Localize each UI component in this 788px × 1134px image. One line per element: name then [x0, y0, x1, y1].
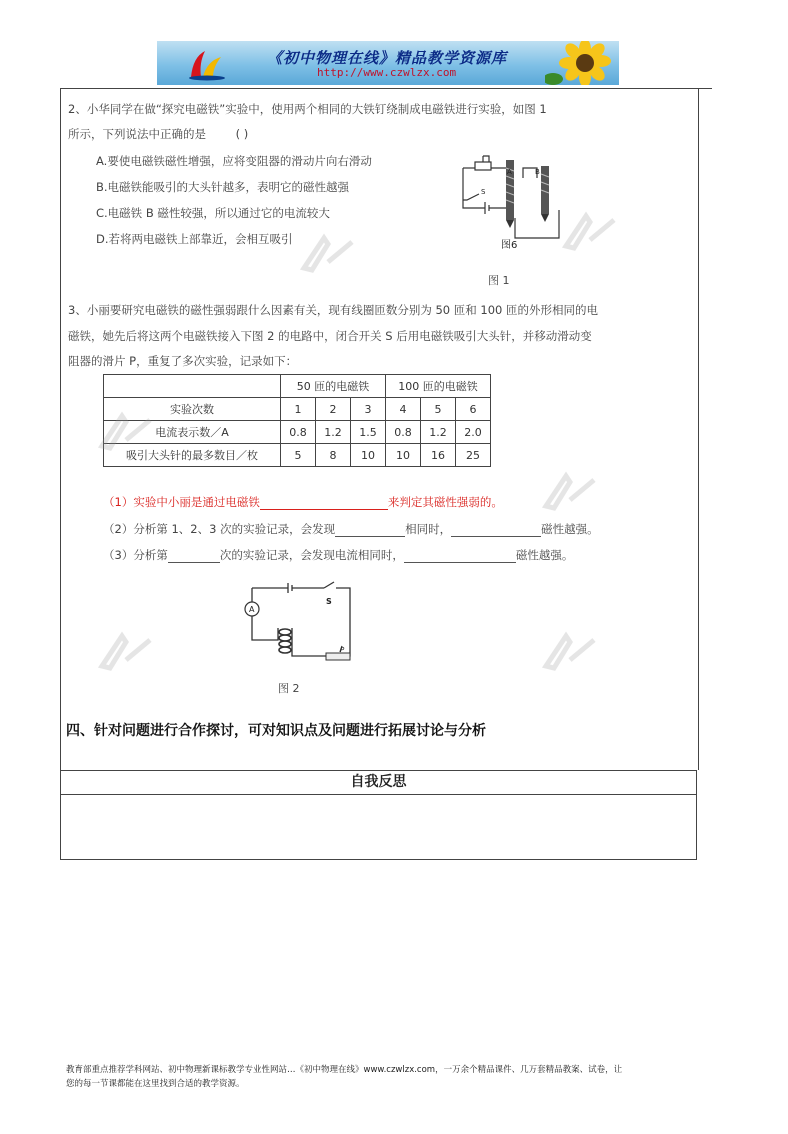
q2-line2 — [68, 126, 248, 142]
logo-icon — [187, 47, 227, 81]
table-cell: 0.8 — [386, 421, 421, 444]
group-header-100: 100 匝的电磁铁 — [386, 375, 491, 398]
q2-option-b: B.电磁铁能吸引的大头针越多，表明它的磁性越强 — [96, 180, 350, 194]
table-cell: 6 — [456, 398, 491, 421]
q2-option-a: A.要使电磁铁磁性增强，应将变阻器的滑动片向右滑动 — [96, 154, 372, 168]
q3-sub1-suffix: 来判定其磁性强弱的。 — [387, 495, 503, 509]
q3-line2: 磁铁，她先后将这两个电磁铁接入下图 2 的电路中，闭合开关 S 后用电磁铁吸引大头针，并移动滑动变 — [68, 329, 592, 343]
fig2-switch-label: S — [326, 597, 332, 606]
q2-option-c: C.电磁铁 B 磁性较强，所以通过它的电流较大 — [96, 206, 330, 220]
table-cell: 0.8 — [281, 421, 316, 444]
watermark-icon — [540, 470, 600, 514]
watermark-icon — [560, 210, 620, 254]
reflection-box — [60, 770, 697, 860]
watermark-icon — [298, 232, 358, 276]
footer-note — [66, 1063, 726, 1091]
q3-sub2 — [103, 521, 599, 537]
banner-title: 《初中物理在线》精品教学资源库 — [267, 49, 508, 67]
figure-1-circuit — [455, 148, 570, 256]
table-row — [104, 398, 491, 421]
q3-line3: 阻器的滑片 P，重复了多次实验，记录如下： — [68, 354, 298, 368]
table-row — [104, 375, 491, 398]
table-cell: 16 — [421, 444, 456, 467]
group-header-50: 50 匝的电磁铁 — [281, 375, 386, 398]
reflection-title: 自我反思 — [61, 771, 696, 795]
table-cell: 1.2 — [316, 421, 351, 444]
q3-sub1-blank[interactable] — [260, 509, 388, 510]
table-cell: 2 — [316, 398, 351, 421]
q3-sub3-blank2[interactable] — [404, 562, 516, 563]
fig1-label-s: S — [481, 188, 486, 196]
table-cell: 5 — [421, 398, 456, 421]
fig2-slider-label: P — [340, 646, 345, 654]
table-cell: 10 — [351, 444, 386, 467]
fig2-ammeter-label: A — [249, 605, 255, 614]
table-cell: 2.0 — [456, 421, 491, 444]
q2-line2-text: 所示，下列说法中正确的是 — [68, 127, 206, 141]
fig1-label-b: B — [535, 168, 540, 176]
footer-line2: 您的每一节课都能在这里找到合适的教学资源。 — [66, 1079, 245, 1089]
q3-sub1 — [103, 494, 503, 510]
table-cell: 1.5 — [351, 421, 386, 444]
q3-sub2-middle: 相同时， — [405, 522, 452, 536]
table-corner-cell — [104, 375, 281, 398]
fig1-label-a: A — [507, 168, 512, 176]
q2-line1: 2、小华同学在做“探究电磁铁”实验中，使用两个相同的大铁钉绕制成电磁铁进行实验，如图 1 — [68, 102, 547, 116]
table-cell: 5 — [281, 444, 316, 467]
q3-sub3-blank1[interactable] — [168, 562, 220, 563]
q3-sub3-suffix: 磁性越强。 — [515, 548, 574, 562]
table-cell: 1.2 — [421, 421, 456, 444]
q3-sub2-prefix: （2）分析第 1、2、3 次的实验记录，会发现 — [103, 522, 336, 536]
experiment-table — [103, 374, 491, 467]
watermark-icon — [96, 410, 156, 454]
q3-sub3-middle: 次的实验记录，会发现电流相同时， — [219, 548, 404, 562]
figure-2-circuit — [240, 580, 360, 670]
footer-line1: 教育部重点推荐学科网站、初中物理新课标教学专业性网站…《初中物理在线》www.czwlzx.com，一万余个精品课件、几万套精品教案、试卷，让 — [66, 1065, 623, 1075]
watermark-icon — [540, 630, 600, 674]
banner-url[interactable]: http://www.czwlzx.com — [317, 66, 457, 79]
sunflower-icon — [545, 41, 615, 85]
header-banner — [157, 41, 619, 85]
q2-option-d: D.若将两电磁铁上部靠近，会相互吸引 — [96, 232, 293, 246]
q2-answer-paren: ( ) — [235, 127, 249, 141]
row-label: 实验次数 — [104, 398, 281, 421]
section-4-heading: 四、针对问题进行合作探讨，可对知识点及问题进行拓展讨论与分析 — [66, 723, 486, 739]
figure-1-caption: 图 1 — [488, 274, 510, 287]
q3-sub2-blank1[interactable] — [335, 536, 405, 537]
q3-sub2-blank2[interactable] — [451, 536, 541, 537]
table-cell: 25 — [456, 444, 491, 467]
table-row — [104, 421, 491, 444]
table-cell: 1 — [281, 398, 316, 421]
table-cell: 8 — [316, 444, 351, 467]
table-cell: 3 — [351, 398, 386, 421]
reflection-input-area[interactable] — [61, 795, 696, 861]
q3-sub2-suffix: 磁性越强。 — [541, 522, 599, 536]
q3-sub1-prefix: （1）实验中小丽是通过电磁铁 — [103, 495, 260, 509]
watermark-icon — [96, 630, 156, 674]
row-label: 电流表示数／A — [104, 421, 281, 444]
table-cell: 4 — [386, 398, 421, 421]
fig1-inner-label: 图6 — [501, 240, 518, 251]
q3-sub3 — [103, 547, 573, 563]
table-cell: 10 — [386, 444, 421, 467]
table-row — [104, 444, 491, 467]
figure-2-caption: 图 2 — [278, 682, 300, 695]
q3-line1: 3、小丽要研究电磁铁的磁性强弱跟什么因素有关，现有线圈匝数分别为 50 匝和 100 匝的外形相同的电 — [68, 303, 599, 317]
q3-sub3-prefix: （3）分析第 — [103, 548, 168, 562]
row-label: 吸引大头针的最多数目／枚 — [104, 444, 281, 467]
